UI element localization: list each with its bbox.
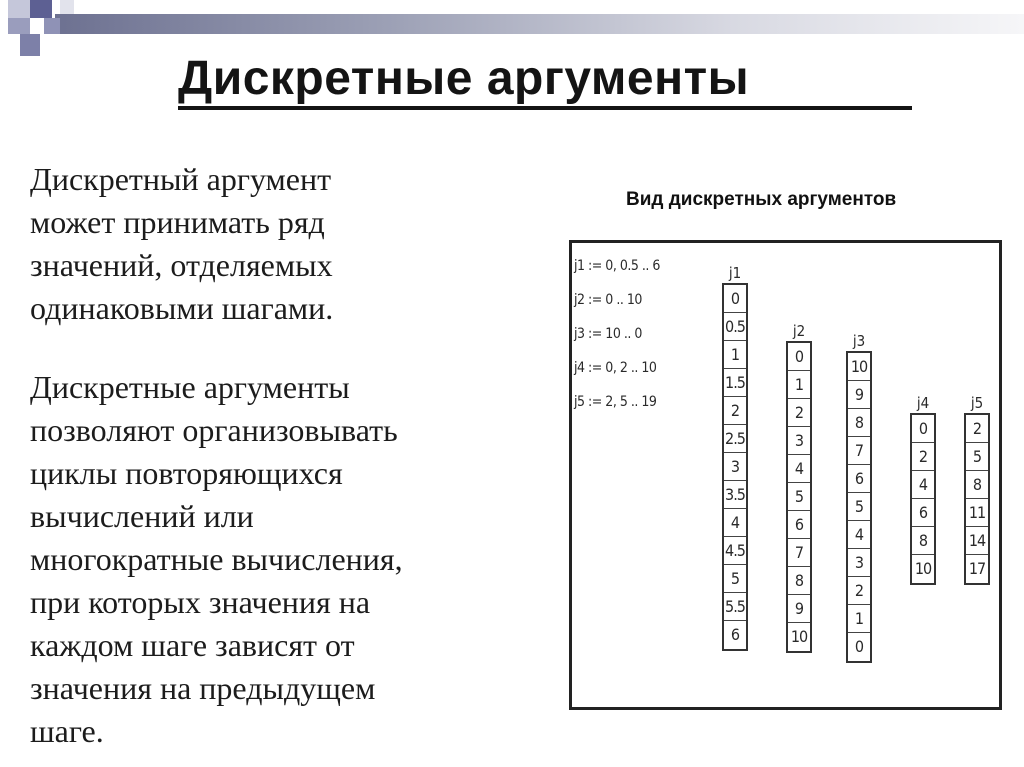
vector-cell: 8 [848,409,870,437]
vector-cell: 6 [730,625,740,644]
vector-j5 [964,393,990,585]
vector-cell: 10 [848,353,870,381]
decorative-square [8,18,30,34]
vector-cell: 3 [848,549,870,577]
vector-cells [786,341,812,653]
vector-cell: 0 [724,285,746,313]
vector-cell: 0.5 [724,313,746,341]
text-line: Дискретный аргумент [30,161,332,197]
vector-cell: 2 [724,397,746,425]
discrete-arguments-figure [569,240,1002,710]
definition-j1: j1 := 0, 0.5 .. 6 [574,258,660,274]
vector-cells [846,351,872,663]
vector-cell: 4 [788,455,810,483]
paragraph-usage [30,366,530,753]
text-line: может принимать ряд [30,204,325,240]
vector-cell: 4.5 [724,537,746,565]
vector-j4 [910,393,936,585]
text-line: Дискретные аргументы [30,369,350,405]
vector-cell: 7 [788,539,810,567]
decorative-square [20,34,40,56]
vector-cell: 6 [788,511,810,539]
slide-title: Дискретные аргументы [178,52,750,105]
vector-cell: 5.5 [724,593,746,621]
vector-cell: 4 [724,509,746,537]
vector-cell: 3 [788,427,810,455]
vector-cell: 10 [914,559,932,578]
vector-cell: 9 [788,595,810,623]
vector-cell: 2.5 [724,425,746,453]
vector-j3 [846,331,872,663]
vector-cell: 8 [966,471,988,499]
vector-cell: 1 [848,605,870,633]
text-line: при которых значения на [30,584,371,620]
vector-cell: 7 [848,437,870,465]
vector-cell: 2 [788,399,810,427]
vector-cell: 14 [966,527,988,555]
text-line: значений, отделяемых [30,247,333,283]
vector-cell: 0 [854,637,864,656]
vector-cell: 8 [912,527,934,555]
vector-cell: 2 [848,577,870,605]
vector-cell: 3.5 [724,481,746,509]
definition-list [574,249,660,419]
vector-cell: 2 [966,415,988,443]
definition-j3: j3 := 10 .. 0 [574,326,642,342]
vector-cell: 8 [788,567,810,595]
text-line: позволяют организовывать [30,412,398,448]
decorative-square [30,0,52,18]
vector-cell: 4 [912,471,934,499]
definition-j4: j4 := 0, 2 .. 10 [574,360,657,376]
vector-cell: 9 [848,381,870,409]
vector-cells [722,283,748,651]
decorative-square [8,0,30,18]
vector-label: j2 [792,322,806,340]
vector-cell: 1 [788,371,810,399]
definition-j5: j5 := 2, 5 .. 19 [574,394,657,410]
vector-j2 [786,321,812,653]
vector-cell: 3 [724,453,746,481]
vector-cell: 0 [912,415,934,443]
vector-cell: 1 [724,341,746,369]
vector-cell: 5 [788,483,810,511]
vector-cell: 5 [724,565,746,593]
vector-cell: 10 [790,627,808,646]
vector-label: j3 [852,332,866,350]
vector-cell: 2 [912,443,934,471]
vector-cell: 6 [912,499,934,527]
top-decorative-bar [55,14,1024,34]
vector-cell: 17 [968,559,986,578]
decorative-square [44,18,60,34]
vector-label: j1 [728,264,742,282]
vector-cells [910,413,936,585]
decorative-square [60,0,74,14]
text-line: вычислений или [30,498,254,534]
vector-cell: 5 [848,493,870,521]
text-line: многократные вычисления, [30,541,403,577]
vector-cell: 1.5 [724,369,746,397]
vector-j1 [722,263,748,651]
vector-cell: 4 [848,521,870,549]
vector-cell: 11 [966,499,988,527]
vector-cell: 0 [788,343,810,371]
paragraph-definition [30,158,530,330]
text-line: одинаковыми шагами. [30,290,334,326]
text-line: циклы повторяющихся [30,455,343,491]
vector-cells [964,413,990,585]
text-line: шаге. [30,713,104,749]
vector-label: j5 [970,394,984,412]
vector-label: j4 [916,394,930,412]
title-underline [178,106,912,110]
vector-cell: 6 [848,465,870,493]
text-line: значения на предыдущем [30,670,376,706]
definition-j2: j2 := 0 .. 10 [574,292,642,308]
vector-cell: 5 [966,443,988,471]
figure-caption: Вид дискретных аргументов [626,189,897,210]
text-line: каждом шаге зависят от [30,627,355,663]
